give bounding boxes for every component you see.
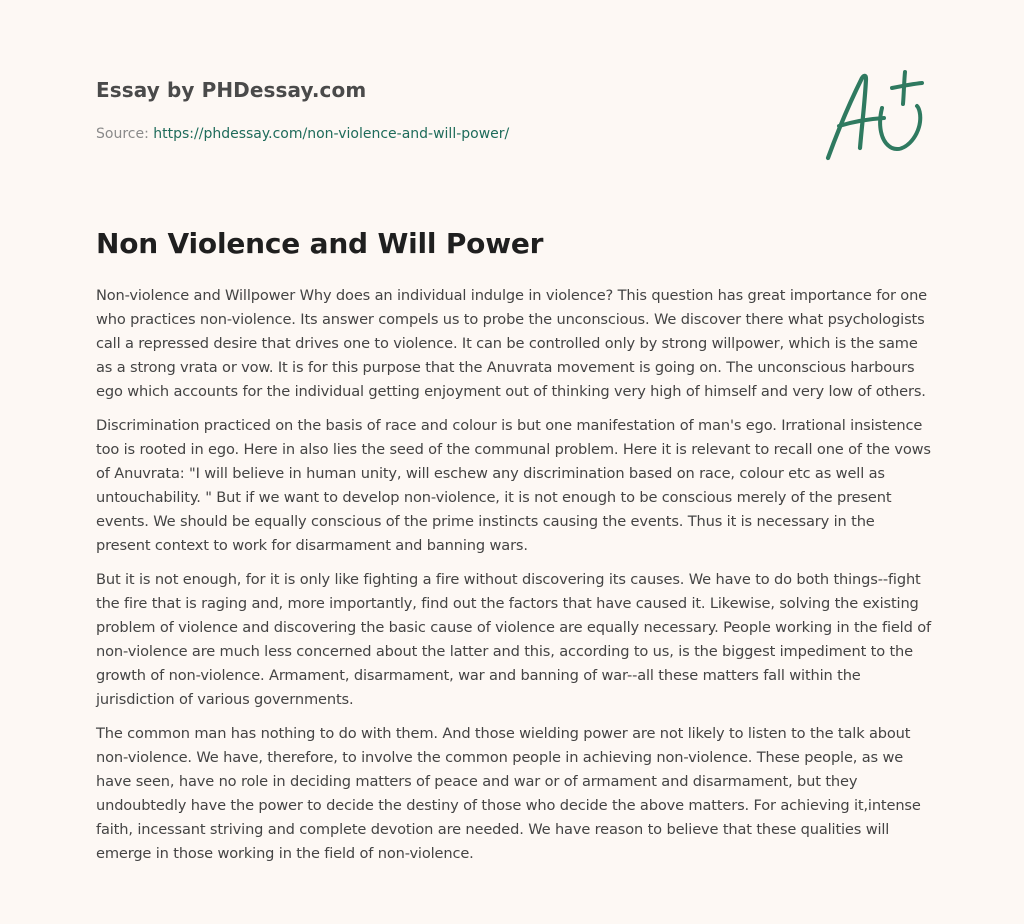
source-link[interactable]: https://phdessay.com/non-violence-and-will-power/ (153, 126, 510, 142)
source-line (96, 124, 816, 144)
site-title: Essay by PHDessay.com (96, 78, 367, 102)
essay-paragraph: Non-violence and Willpower Why does an individual indulge in violence? This question has great importance for one who practices non-violence. Its answer compels us to probe the unconscious. We discover there what psychologists call a repressed desire that drives one to violence. It can be controlled only by strong willpower, which is the same as a strong vrata or vow. It is for this purpose that the Anuvrata movement is going on. The unconscious harbours ego which accounts for the individual getting enjoyment out of thinking very high of himself and very low of others. (96, 287, 928, 400)
essay-paragraph: But it is not enough, for it is only like fighting a fire without discovering its causes. We have to do both things--fight the fire that is raging and, more importantly, find out the factors that have caused it. Likewise, solving the existing problem of violence and discovering the basic cause of violence are equally necessary. People working in the field of non-violence are much less concerned about the latter and this, according to us, is the biggest impediment to the growth of non-violence. Armament, disarmament, war and banning of war--all these matters fall within the jurisdiction of various governments. (96, 571, 931, 708)
essay-paragraph: The common man has nothing to do with them. And those wielding power are not likely to listen to the talk about non-violence. We have, therefore, to involve the common people in achieving non-violence. These people, as we have seen, have no role in deciding matters of peace and war or of armament and disarmament, but they undoubtedly have the power to decide the destiny of those who decide the above matters. For achieving it,intense faith, incessant striving and complete devotion are needed. We have reason to believe that these qualities will emerge in those working in the field of non-violence. (96, 725, 921, 862)
essay-title: Non Violence and Will Power (96, 227, 544, 260)
page-header (96, 76, 816, 144)
essay-paragraph: Discrimination practiced on the basis of race and colour is but one manifestation of man's ego. Irrational insistence too is rooted in ego. Here in also lies the seed of the communal problem. Here it is relevant to recall one of the vows of Anuvrata: "I will believe in human unity, will eschew any discrimination based on race, colour etc as well as untouchability. " But if we want to develop non-violence, it is not enough to be conscious merely of the present events. We should be equally conscious of the prime instincts causing the events. Thus it is necessary in the present context to work for disarmament and banning wars. (96, 417, 931, 554)
essay-body (96, 284, 932, 876)
source-label: Source: (96, 126, 154, 142)
a-plus-grade-icon (822, 66, 930, 166)
